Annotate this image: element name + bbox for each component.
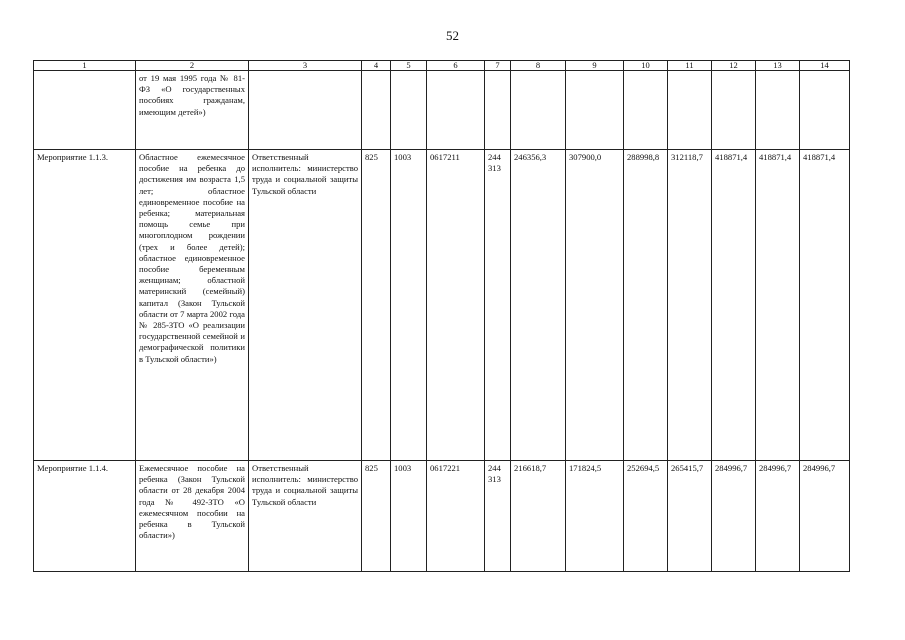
code-cell: 0617211 <box>427 150 485 461</box>
value-cell: 171824,5 <box>566 461 624 572</box>
header-cell: 8 <box>511 61 566 71</box>
executor-cell <box>249 71 362 150</box>
value-cell <box>624 71 668 150</box>
description-cell: Ежемесячное пособие на ребенка (Закон Тульской области от 28 декабря 2004 года № 492-ЗТО «О ежемесячном пособии на ребенка в Тульской области») <box>136 461 249 572</box>
value-cell: 216618,7 <box>511 461 566 572</box>
code-cell: 825 <box>362 461 391 572</box>
value-cell: 284996,7 <box>712 461 756 572</box>
header-cell: 3 <box>249 61 362 71</box>
value-cell: 418871,4 <box>712 150 756 461</box>
table-row <box>34 150 850 461</box>
header-cell: 4 <box>362 61 391 71</box>
value-cell <box>756 71 800 150</box>
value-cell <box>800 71 850 150</box>
header-cell: 11 <box>668 61 712 71</box>
code-cell <box>427 71 485 150</box>
code-cell: 244 313 <box>485 461 511 572</box>
header-cell: 9 <box>566 61 624 71</box>
code-cell: 0617221 <box>427 461 485 572</box>
table-row <box>34 461 850 572</box>
header-cell: 5 <box>391 61 427 71</box>
value-cell: 246356,3 <box>511 150 566 461</box>
header-cell: 12 <box>712 61 756 71</box>
code-cell <box>362 71 391 150</box>
value-cell: 252694,5 <box>624 461 668 572</box>
header-cell: 14 <box>800 61 850 71</box>
code-cell: 825 <box>362 150 391 461</box>
value-cell <box>712 71 756 150</box>
executor-cell: Ответственный исполнитель: министерство труда и социальной защиты Тульской области <box>249 461 362 572</box>
code-cell <box>485 71 511 150</box>
value-cell: 418871,4 <box>800 150 850 461</box>
code-cell: 244 313 <box>485 150 511 461</box>
executor-cell: Ответственный исполнитель: министерство труда и социальной защиты Тульской области <box>249 150 362 461</box>
value-cell <box>511 71 566 150</box>
table-row <box>34 71 850 150</box>
header-cell: 6 <box>427 61 485 71</box>
header-cell: 1 <box>34 61 136 71</box>
page-number: 52 <box>446 28 459 43</box>
value-cell: 418871,4 <box>756 150 800 461</box>
code-cell: 1003 <box>391 461 427 572</box>
header-row <box>34 61 850 71</box>
value-cell: 288998,8 <box>624 150 668 461</box>
header-cell: 2 <box>136 61 249 71</box>
header-cell: 10 <box>624 61 668 71</box>
value-cell <box>668 71 712 150</box>
value-cell: 307900,0 <box>566 150 624 461</box>
measure-cell: Мероприятие 1.1.3. <box>34 150 136 461</box>
value-cell: 284996,7 <box>756 461 800 572</box>
code-cell: 1003 <box>391 150 427 461</box>
code-cell <box>391 71 427 150</box>
description-cell: от 19 мая 1995 года № 81-ФЗ «О государственных пособиях гражданам, имеющим детей») <box>136 71 249 150</box>
value-cell: 312118,7 <box>668 150 712 461</box>
header-cell: 7 <box>485 61 511 71</box>
measure-cell: Мероприятие 1.1.4. <box>34 461 136 572</box>
measure-cell <box>34 71 136 150</box>
description-cell: Областное ежемесячное пособие на ребенка до достижения им возраста 1,5 лет; областное единовременное пособие на ребенка; материальная помощь семье при многоплодном рождении (трех и более детей); областное единовременное пособие беременным женщинам; областной материнский (семейный) капитал (Закон Тульской области от 7 марта 2002 года № 285-ЗТО «О реализации государственной семейной и демографической политики в Тульской области») <box>136 150 249 461</box>
value-cell: 265415,7 <box>668 461 712 572</box>
budget-table <box>33 60 850 572</box>
value-cell: 284996,7 <box>800 461 850 572</box>
value-cell <box>566 71 624 150</box>
header-cell: 13 <box>756 61 800 71</box>
